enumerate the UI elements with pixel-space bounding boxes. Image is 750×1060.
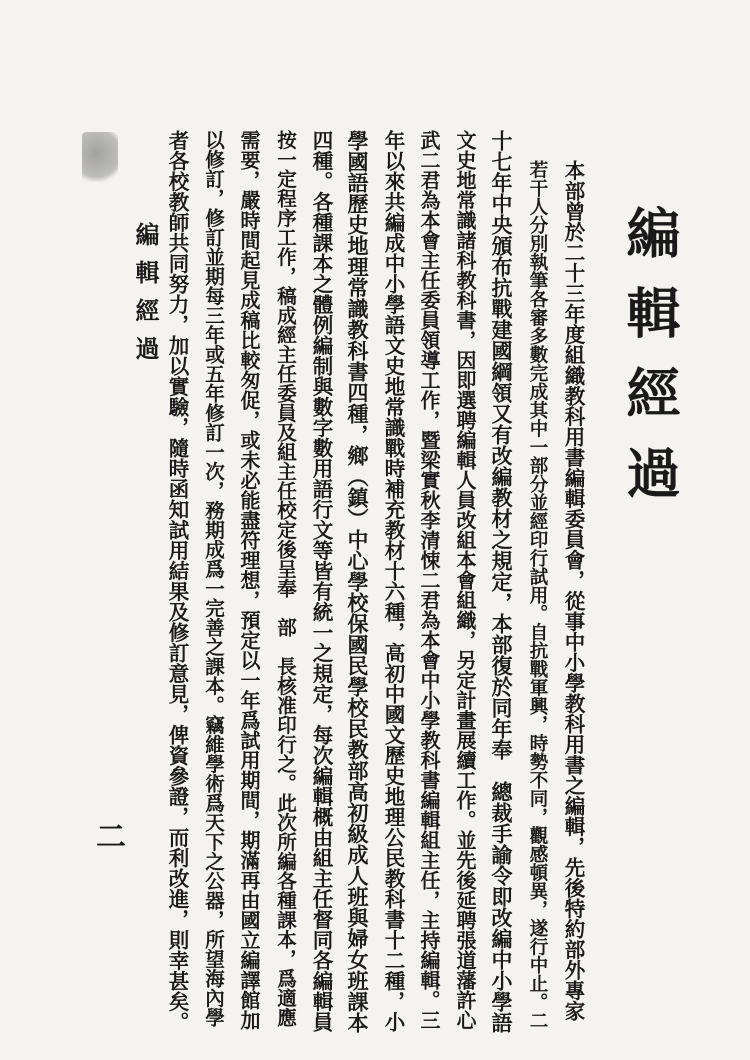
text-column-10: 需要，嚴時間起見成稿比較匆促，或未必能盡符理想，預定以一年爲試用期間，期滿再由國立編譯館加 [237,130,261,1030]
library-stamp [82,132,118,186]
text-column-1: 本部曾於二十三年度組織教科用書編輯委員會，從事中小學教科用書之編輯，先後特約部外專家 [561,160,585,1021]
text-column-4: 文史地常識諸科教科書，因即選聘編輯人員改組本會組織，另定計畫展續工作。並先後延聘張道藩許心 [453,130,477,1030]
text-column-11: 以修訂，修訂並期每三年或五年修訂一次，務期成爲一完善之課本。竊維學術爲天下之公器，所望海內學 [202,130,225,1027]
text-column-8: 四種。各種課本之體例編制與數字數用語行文等皆有統一之規定，每次編輯概由組主任督同各編輯員 [309,130,333,1032]
page-title: 編輯經過 [618,205,682,525]
text-column-7: 學國語歷史地理常識教科書四種，鄉（鎮）中心學校保國民學校民教部高初級成人班與婦女班課本 [345,130,370,1033]
text-column-3: 十七年中央頒布抗戰建國綱領又有改編教材之規定，本部復於同年奉 總裁手諭令即改編中小學語 [489,130,514,1033]
text-column-12: 者各校教師共同努力，加以實驗，隨時函知試用結果及修訂意見，俾資參證，而利改進，則幸甚矣。 [165,130,189,1032]
text-column-2: 若干人分別執筆各審多數完成其中一部分並經印行試用。自抗戰軍興，時勢不同，觀感頓異，遂行中止。二 [527,160,548,1030]
page-number: 二 [96,820,126,855]
text-column-5: 武二君為本會主任委員領導工作，暨梁實秋李清悚二君為本會中小學教科書編輯組主任，主持編輯。三 [417,130,441,1030]
running-head: 編輯經過 [131,222,160,374]
text-column-9: 按一定程序工作，稿成經主任委員及組主任校定後呈奉 部 長核准印行之。此次所編各種課本，爲適應 [274,130,297,1027]
text-column-6: 年以來共編成中小學語文史地常識戰時補充教材十六種，高初中國文歷史地理公民教科書十二種，小 [381,130,405,1032]
